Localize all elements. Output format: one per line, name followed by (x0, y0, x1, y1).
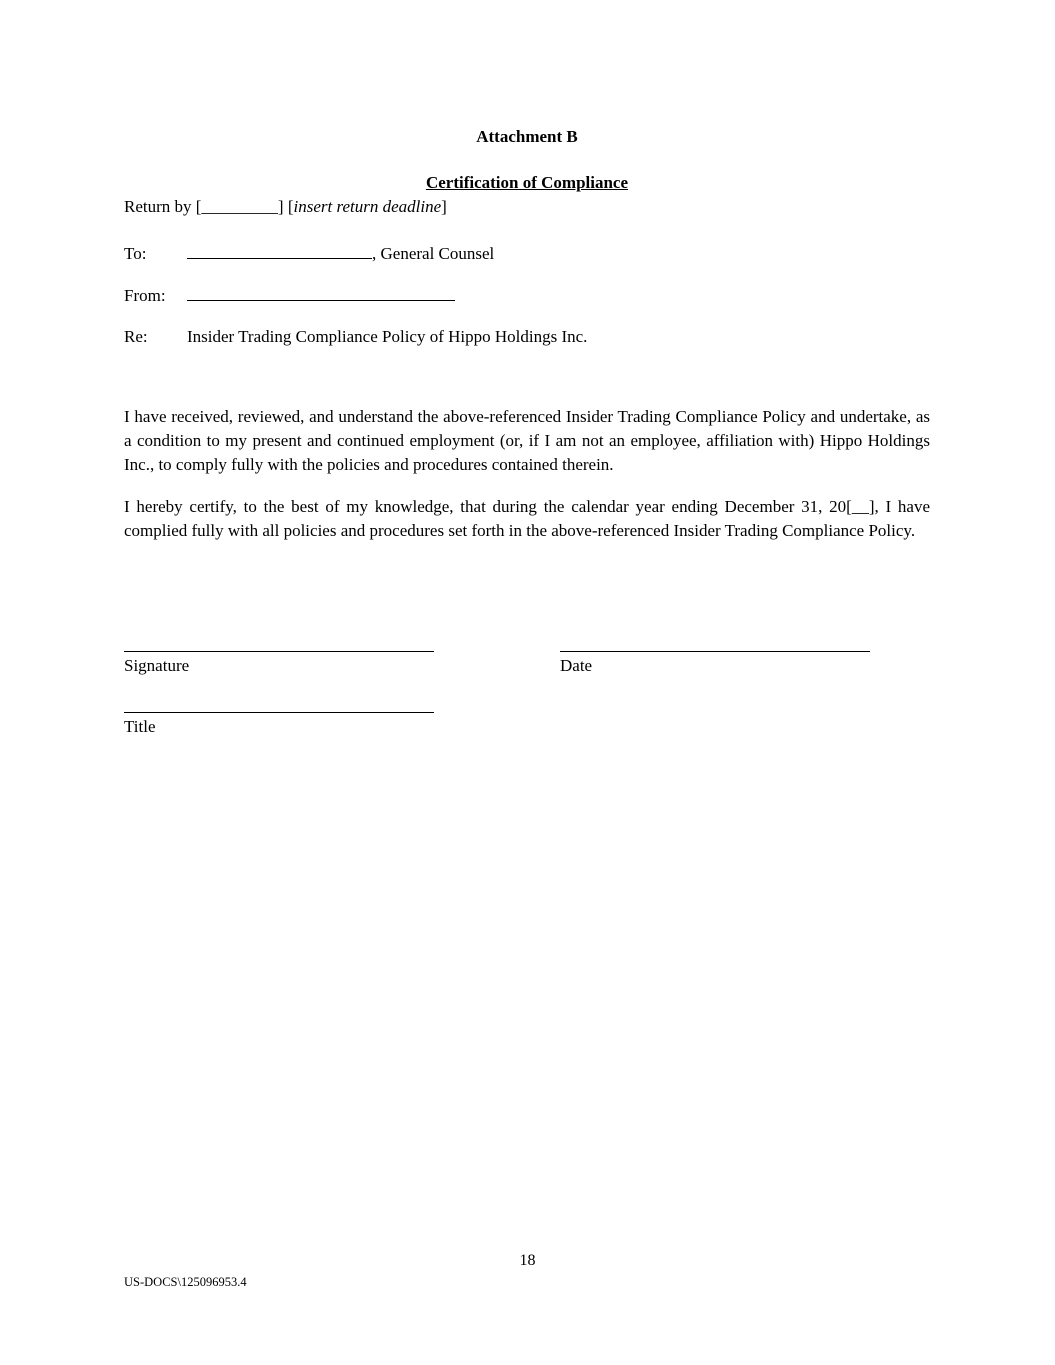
from-line (124, 283, 930, 308)
title-line (124, 712, 434, 713)
title-label: Title (124, 717, 156, 736)
to-label: To: (124, 244, 147, 263)
title-row (124, 712, 930, 739)
paragraph-certification: I hereby certify, to the best of my knowledge, that during the calendar year ending December 31, 20[__], I have complied fully with all policies and procedures set forth in the above-referenced Insider Trading Compliance Policy. (124, 497, 930, 540)
signature-label: Signature (124, 656, 190, 675)
re-line (124, 325, 930, 349)
to-suffix: , General Counsel (372, 244, 495, 263)
certification-subheading-text: Certification of Compliance (425, 173, 629, 192)
page-number: 18 (519, 1252, 536, 1269)
return-by-prefix: Return by [_________] [ (124, 197, 294, 216)
attachment-heading: Attachment B (476, 127, 578, 146)
insert-return-deadline-italic: insert return deadline (293, 197, 442, 216)
from-label: From: (124, 286, 166, 305)
signature-date-row (124, 651, 930, 678)
certification-subheading (124, 171, 930, 195)
doc-footer-reference: US-DOCS\125096953.4 (124, 1275, 247, 1289)
to-line (124, 241, 930, 266)
paragraph-acknowledgement: I have received, reviewed, and understand the above-referenced Insider Trading Compliance Policy and undertake, as a condition to my present and continued employment (or, if I am not an employee, affiliation with) Hippo Holdings Inc., to comply fully with the policies and procedures contained therein. (124, 407, 930, 474)
return-by-line (124, 195, 930, 219)
date-line (560, 651, 870, 652)
return-by-suffix: ] (441, 197, 447, 216)
signature-column (124, 651, 434, 678)
from-blank-line (187, 283, 455, 301)
re-value: Insider Trading Compliance Policy of Hippo Holdings Inc. (187, 327, 588, 346)
signature-block (124, 651, 930, 739)
title-column (124, 712, 434, 739)
to-blank-line (187, 241, 372, 259)
re-label: Re: (124, 327, 148, 346)
date-column (560, 651, 870, 678)
date-label: Date (560, 656, 593, 675)
signature-line (124, 651, 434, 652)
